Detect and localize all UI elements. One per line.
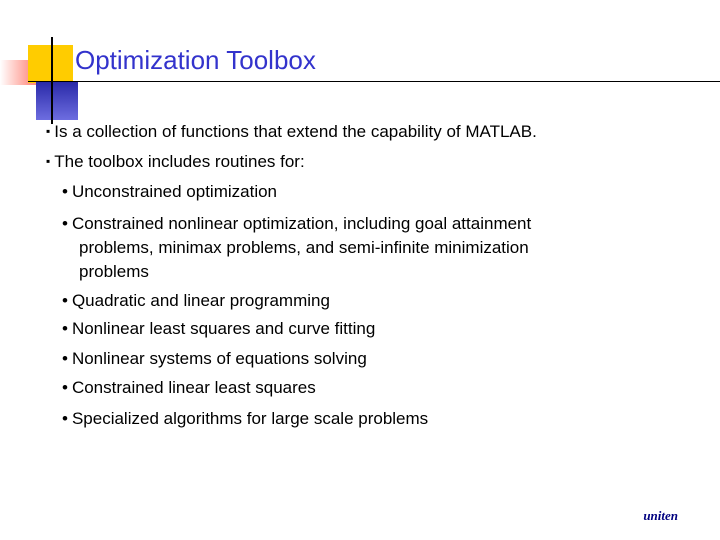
sub-bullet-item	[62, 289, 330, 313]
bullet-item	[46, 149, 305, 174]
bullet-text: The toolbox includes routines for:	[54, 152, 305, 171]
title-underline	[28, 81, 720, 82]
dot-bullet-icon: •	[62, 378, 68, 397]
square-bullet-icon: ▪	[46, 124, 51, 138]
sub-bullet-item	[62, 317, 375, 341]
dot-bullet-icon: •	[62, 182, 68, 201]
slide-title: Optimization Toolbox	[75, 45, 316, 75]
bullet-item	[46, 119, 537, 144]
sub-bullet-text: Unconstrained optimization	[71, 182, 278, 201]
sub-bullet-item	[62, 212, 531, 236]
sub-bullet-item	[62, 347, 367, 371]
bullet-text: Is a collection of functions that extend the capability of MATLAB.	[54, 122, 537, 141]
sub-bullet-text: Nonlinear systems of equations solving	[71, 349, 367, 368]
sub-bullet-continuation: problems, minimax problems, and semi-infinite minimization	[79, 238, 529, 257]
dot-bullet-icon: •	[62, 409, 68, 428]
sub-bullet-text: Constrained nonlinear optimization, including goal attainment	[71, 214, 532, 233]
sub-bullet-text: Nonlinear least squares and curve fitting	[71, 319, 376, 338]
dot-bullet-icon: •	[62, 319, 68, 338]
dot-bullet-icon: •	[62, 214, 68, 233]
sub-bullet-item	[62, 376, 316, 400]
footer-brand: uniten	[643, 508, 678, 523]
sub-bullet-item	[62, 407, 428, 431]
sub-bullet-continuation: problems	[79, 262, 149, 281]
sub-bullet-text: Specialized algorithms for large scale problems	[71, 409, 429, 428]
sub-bullet-text: Constrained linear least squares	[71, 378, 316, 397]
dot-bullet-icon: •	[62, 349, 68, 368]
sub-bullet-item	[62, 180, 277, 204]
sub-bullet-text: Quadratic and linear programming	[71, 291, 330, 310]
square-bullet-icon: ▪	[46, 154, 51, 168]
decorative-blue-square	[36, 82, 78, 120]
dot-bullet-icon: •	[62, 291, 68, 310]
